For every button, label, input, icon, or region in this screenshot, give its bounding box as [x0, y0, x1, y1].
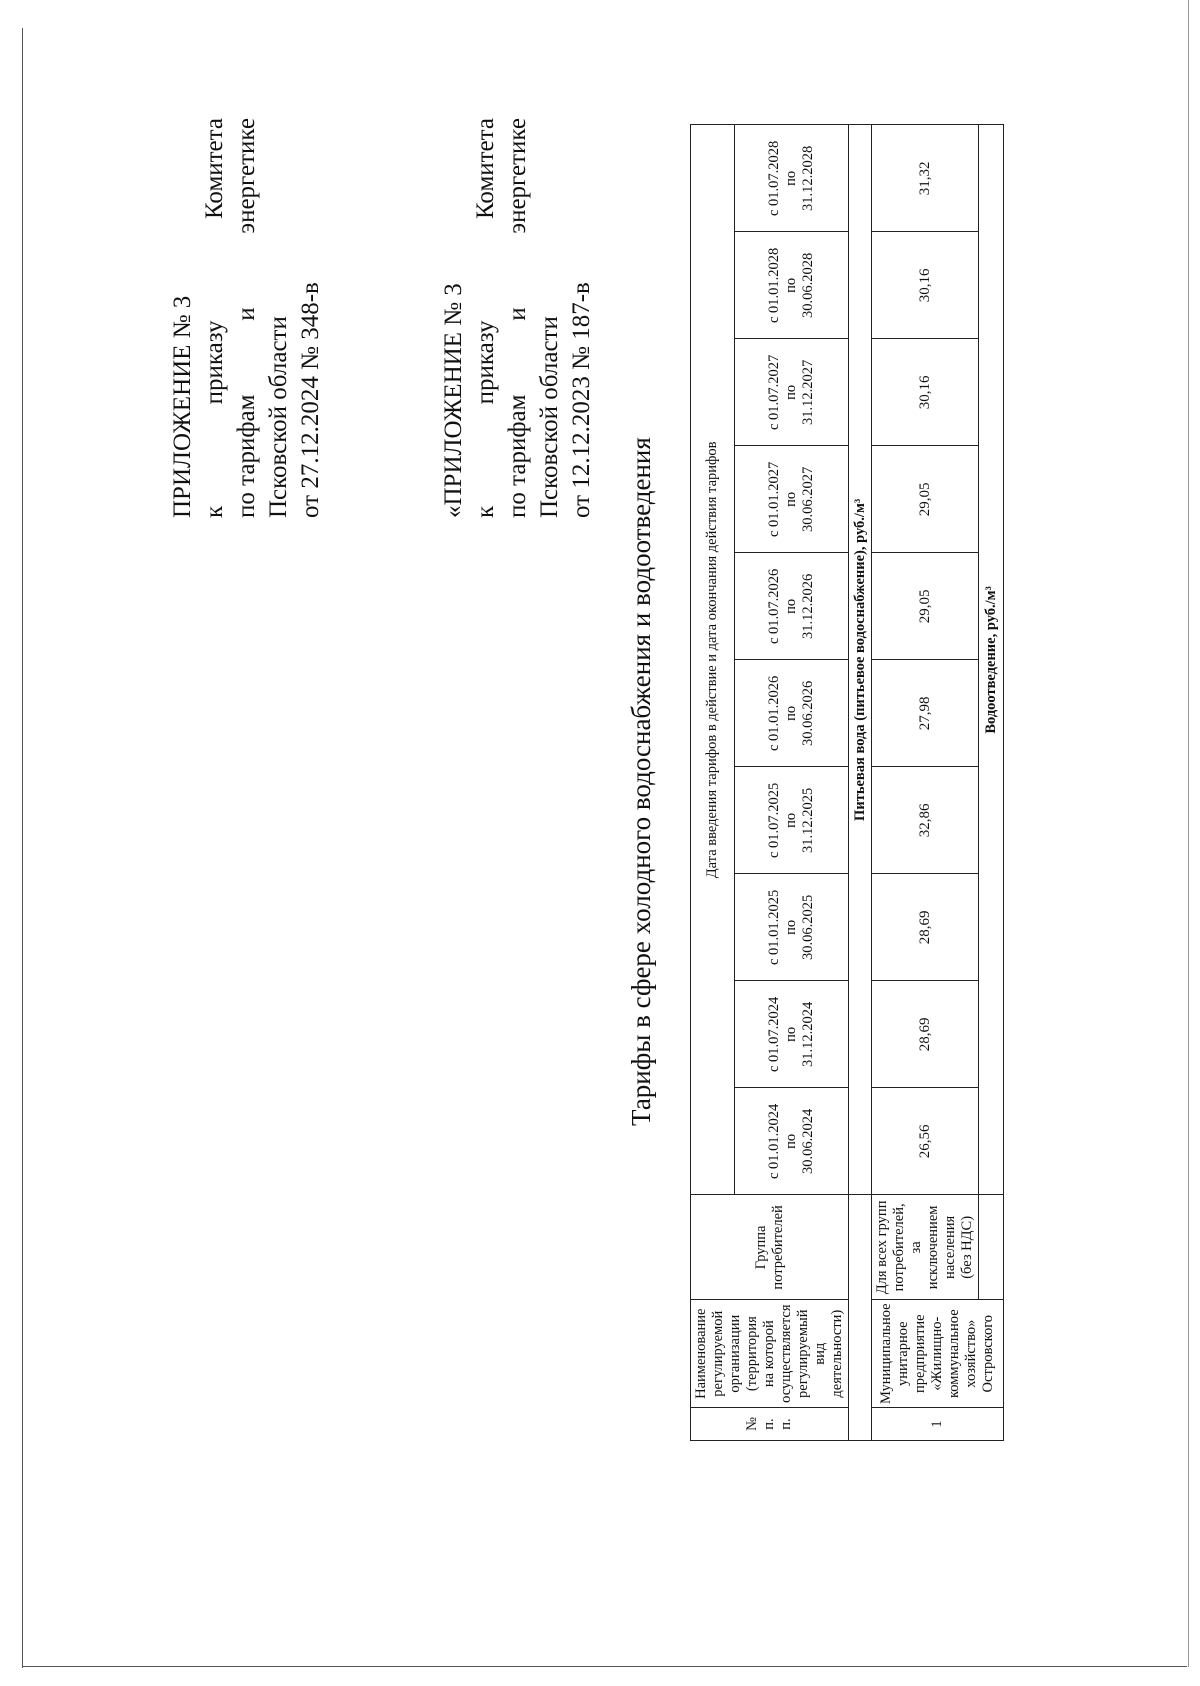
period-mid: по — [783, 812, 800, 828]
period-to: 30.06.2027 — [800, 466, 817, 532]
appendix-heading: ПРИЛОЖЕНИЕ № 3 — [169, 295, 196, 518]
tariff-value: 27,98 — [872, 660, 979, 767]
period-header — [735, 125, 849, 232]
period-header — [735, 1088, 849, 1195]
org-name-line: коммунальное — [946, 1309, 962, 1399]
appendix-line-committee: по тарифам и энергетике — [504, 118, 531, 518]
section-row-sewer — [979, 125, 1004, 1441]
org-name-line: «Жилищно- — [929, 1316, 945, 1391]
period-header — [735, 446, 849, 553]
period-from: с 01.01.2026 — [766, 675, 783, 752]
section-spacer — [849, 1195, 872, 1441]
org-header-line: Наименование — [693, 1308, 709, 1399]
header-number: № п. п. — [691, 1408, 849, 1441]
document-title: Тарифы в сфере холодного водоснабжения и водоотведения — [626, 437, 656, 1126]
tariff-value: 28,69 — [872, 874, 979, 981]
period-from: с 01.01.2027 — [766, 461, 783, 538]
org-header-line: осуществляется — [778, 1304, 794, 1403]
period-mid: по — [783, 384, 800, 400]
consumer-group — [872, 1195, 979, 1300]
group-name-line: за исключением — [908, 1205, 941, 1290]
header-consumer-group: Группа потребителей — [691, 1195, 849, 1300]
org-name-line: унитарное — [895, 1321, 911, 1386]
period-header — [735, 232, 849, 339]
table-row — [872, 125, 979, 1441]
period-mid: по — [783, 919, 800, 935]
period-to: 30.06.2025 — [800, 894, 817, 960]
tariff-value: 30,16 — [872, 339, 979, 446]
org-header-line: вид — [812, 1342, 828, 1365]
org-name-line: Муниципальное — [878, 1303, 894, 1404]
section-spacer — [979, 1195, 1004, 1300]
appendix-line-order: к приказу Комитета — [472, 118, 499, 518]
tariff-table — [690, 124, 1004, 1441]
period-mid: по — [783, 277, 800, 293]
tariff-value: 26,56 — [872, 1088, 979, 1195]
tariff-value: 31,32 — [872, 125, 979, 232]
period-header — [735, 553, 849, 660]
period-header — [735, 660, 849, 767]
period-mid: по — [783, 598, 800, 614]
org-header-line: регулируемой — [710, 1310, 726, 1397]
section-water-heading: Питьевая вода (питьевое водоснабжение), руб./м³ — [849, 125, 872, 1195]
period-to: 30.06.2024 — [800, 1108, 817, 1174]
appendix-heading: «ПРИЛОЖЕНИЕ № 3 — [440, 283, 467, 518]
appendix-line-date: от 27.12.2024 № 348-в — [297, 282, 324, 518]
appendix-block-previous — [438, 118, 598, 518]
org-header-line: организации — [727, 1314, 743, 1393]
group-name-line: Для всех групп — [874, 1200, 890, 1295]
org-header-line: на которой — [761, 1320, 777, 1388]
tariff-value: 30,16 — [872, 232, 979, 339]
appendix-line-date: от 12.12.2023 № 187-в — [568, 282, 595, 518]
section-sewer-heading: Водоотведение, руб./м³ — [979, 125, 1004, 1195]
tariff-value: 29,05 — [872, 553, 979, 660]
group-name-line: потребителей, — [891, 1203, 907, 1292]
period-to: 31.12.2027 — [800, 359, 817, 425]
period-header — [735, 874, 849, 981]
period-mid: по — [783, 1133, 800, 1149]
tariff-value: 29,05 — [872, 446, 979, 553]
period-from: с 01.07.2028 — [766, 140, 783, 217]
period-header — [735, 339, 849, 446]
period-header — [735, 767, 849, 874]
appendix-line-order: к приказу Комитета — [201, 118, 228, 518]
organization-name — [872, 1300, 1004, 1408]
org-header-line: (территория — [744, 1316, 760, 1392]
appendix-line-region: Псковской области — [536, 316, 563, 518]
org-name-line: предприятие — [912, 1314, 928, 1393]
org-name-line: Островского — [980, 1314, 996, 1393]
period-from: с 01.01.2025 — [766, 889, 783, 966]
row-number: 1 — [872, 1408, 1004, 1441]
tariff-value: 32,86 — [872, 767, 979, 874]
period-mid: по — [783, 1026, 800, 1042]
period-mid: по — [783, 491, 800, 507]
period-from: с 01.07.2025 — [766, 782, 783, 859]
period-to: 30.06.2026 — [800, 680, 817, 746]
tariff-value: 28,69 — [872, 981, 979, 1088]
period-from: с 01.01.2028 — [766, 247, 783, 324]
period-to: 31.12.2026 — [800, 573, 817, 639]
period-from: с 01.07.2026 — [766, 568, 783, 645]
period-mid: по — [783, 170, 800, 186]
appendix-line-committee: по тарифам и энергетике — [233, 118, 260, 518]
org-name-line: хозяйство» — [963, 1319, 979, 1388]
period-from: с 01.07.2027 — [766, 354, 783, 431]
period-to: 31.12.2028 — [800, 145, 817, 211]
period-mid: по — [783, 705, 800, 721]
org-header-line: регулируемый — [795, 1309, 811, 1398]
header-dates: Дата введения тарифов в действие и дата окончания действия тарифов — [691, 125, 735, 1195]
appendix-block-current — [167, 118, 327, 518]
header-organization — [691, 1300, 849, 1408]
period-to: 31.12.2025 — [800, 787, 817, 853]
period-header — [735, 981, 849, 1088]
period-to: 31.12.2024 — [800, 1001, 817, 1067]
period-to: 30.06.2028 — [800, 252, 817, 318]
group-name-line: (без НДС) — [959, 1215, 975, 1279]
period-from: с 01.07.2024 — [766, 996, 783, 1073]
org-header-line: деятельности) — [829, 1309, 845, 1398]
section-row-water — [849, 125, 872, 1441]
appendix-line-region: Псковской области — [265, 316, 292, 518]
group-name-line: населения — [942, 1215, 958, 1279]
period-from: с 01.01.2024 — [766, 1103, 783, 1180]
table-header-row — [691, 125, 735, 1441]
